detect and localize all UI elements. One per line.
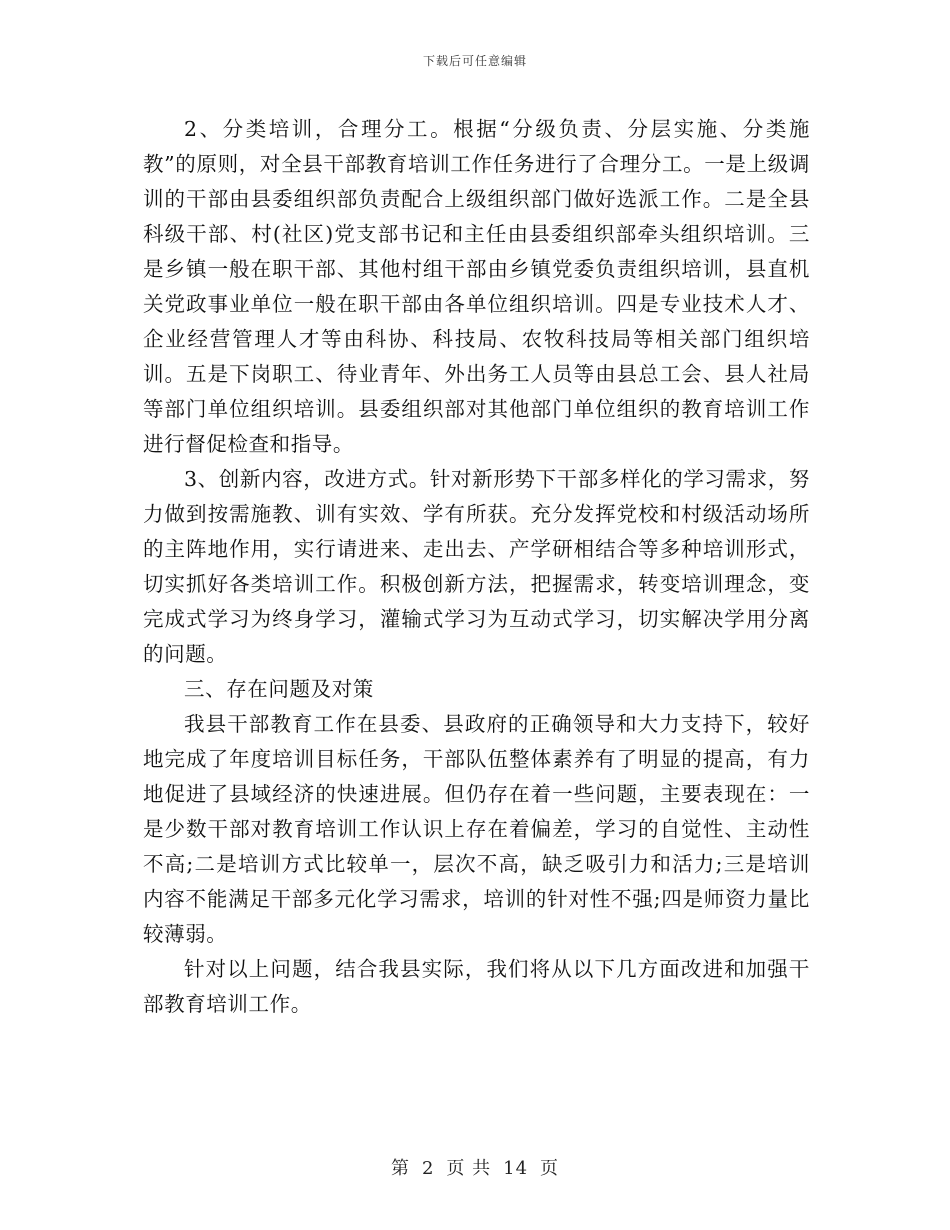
document-body: [143, 112, 810, 1022]
paragraph-countermeasures: 针对以上问题，结合我县实际，我们将从以下几方面改进和加强干部教育培训工作。: [143, 957, 810, 1016]
section-heading-problems: 三、存在问题及对策: [184, 677, 374, 701]
header-note: 下载后可任意编辑: [422, 54, 527, 68]
page-label-mid: 页 共: [446, 1158, 492, 1179]
page-label-suffix: 页: [540, 1158, 560, 1179]
paragraph-existing-problems: 我县干部教育工作在县委、县政府的正确领导和大力支持下，较好地完成了年度培训目标任务，干部队伍整体素养有了明显的提高，有力地促进了县域经济的快速进展。但仍存在着一些问题，主要表现在：一是少数干部对教育培训工作认识上存在着偏差，学习的自觉性、主动性不高;二是培训方式比较单一，层次不高，缺乏吸引力和活力;三是培训内容不能满足干部多元化学习需求，培训的针对性不强;四是师资力量比较薄弱。: [143, 712, 810, 946]
page-label-prefix: 第: [390, 1158, 410, 1179]
page-number-current: 2: [421, 1158, 435, 1179]
paragraph-innovate-content: 3、创新内容，改进方式。针对新形势下干部多样化的学习需求，努力做到按需施教、训有实效、学有所获。充分发挥党校和村级活动场所的主阵地作用，实行请进来、走出去、产学研相结合等多种培训形式，切实抓好各类培训工作。积极创新方法，把握需求，转变培训理念，变完成式学习为终身学习，灌输式学习为互动式学习，切实解决学用分离的问题。: [143, 467, 810, 666]
page-number-total: 14: [503, 1158, 529, 1179]
paragraph-classified-training: 2、分类培训，合理分工。根据“分级负责、分层实施、分类施教”的原则，对全县干部教育培训工作任务进行了合理分工。一是上级调训的干部由县委组织部负责配合上级组织部门做好选派工作。二是全县科级干部、村(社区)党支部书记和主任由县委组织部牵头组织培训。三是乡镇一般在职干部、其他村组干部由乡镇党委负责组织培训，县直机关党政事业单位一般在职干部由各单位组织培训。四是专业技术人才、企业经营管理人才等由科协、科技局、农牧科技局等相关部门组织培训。五是下岗职工、待业青年、外出务工人员等由县总工会、县人社局等部门单位组织培训。县委组织部对其他部门单位组织的教育培训工作进行督促检查和指导。: [143, 117, 810, 456]
page-footer: [0, 1154, 950, 1180]
